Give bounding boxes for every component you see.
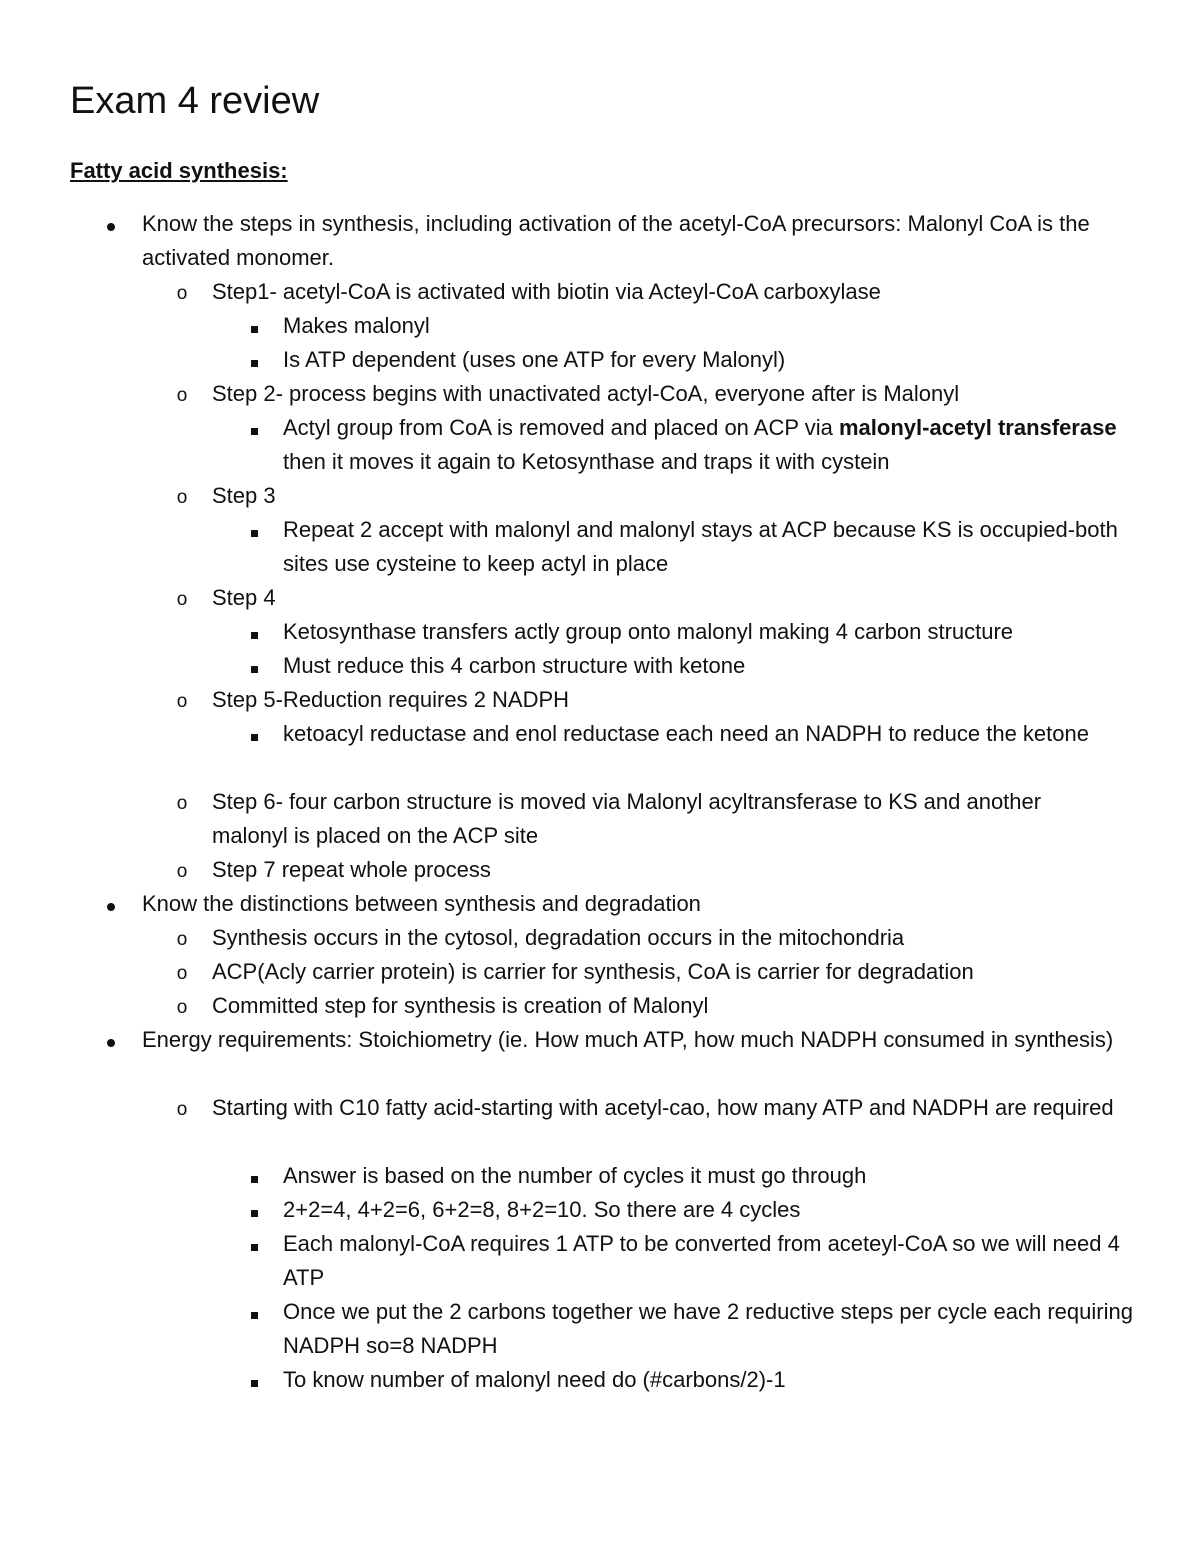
square-bullet-icon bbox=[248, 1295, 260, 1329]
square-bullet-icon bbox=[248, 1193, 260, 1227]
enzyme-name-bold: malonyl-acetyl transferase bbox=[839, 415, 1117, 440]
square-bullet-icon bbox=[248, 343, 260, 377]
list-item: ketoacyl reductase and enol reductase each need an NADPH to reduce the ketone bbox=[0, 717, 1200, 785]
square-bullet-icon bbox=[248, 1227, 260, 1261]
list-item: Ketosynthase transfers actly group onto malonyl making 4 carbon structure bbox=[0, 615, 1200, 649]
list-item: 2+2=4, 4+2=6, 6+2=8, 8+2=10. So there are 4 cycles bbox=[0, 1193, 1200, 1227]
outline-list bbox=[0, 207, 1200, 1397]
square-bullet-icon bbox=[248, 309, 260, 343]
list-item: Energy requirements: Stoichiometry (ie. How much ATP, how much NADPH consumed in synthesis) bbox=[0, 1023, 1200, 1091]
circle-bullet-icon: o bbox=[176, 385, 188, 406]
list-item: Repeat 2 accept with malonyl and malonyl stays at ACP because KS is occupied-both sites use cysteine to keep actyl in place bbox=[0, 513, 1200, 581]
list-item: o Step 2- process begins with unactivated actyl-CoA, everyone after is Malonyl bbox=[0, 377, 1200, 411]
square-bullet-icon bbox=[248, 649, 260, 683]
list-item: Must reduce this 4 carbon structure with ketone bbox=[0, 649, 1200, 683]
list-item: o Step 7 repeat whole process bbox=[0, 853, 1200, 887]
list-item: o Committed step for synthesis is creation of Malonyl bbox=[0, 989, 1200, 1023]
document-title: Exam 4 review bbox=[70, 80, 320, 122]
circle-bullet-icon: o bbox=[176, 283, 188, 304]
list-item: o Step 3 bbox=[0, 479, 1200, 513]
list-item: Each malonyl-CoA requires 1 ATP to be converted from aceteyl-CoA so we will need 4 ATP bbox=[0, 1227, 1200, 1295]
square-bullet-icon bbox=[248, 717, 260, 751]
list-item: Actyl group from CoA is removed and placed on ACP via malonyl-acetyl transferase then it moves it again to Ketosynthase and traps it with cystein bbox=[0, 411, 1200, 479]
square-bullet-icon bbox=[248, 513, 260, 547]
list-item: o ACP(Acly carrier protein) is carrier for synthesis, CoA is carrier for degradation bbox=[0, 955, 1200, 989]
circle-bullet-icon: o bbox=[176, 861, 188, 882]
square-bullet-icon bbox=[248, 1159, 260, 1193]
list-item: Once we put the 2 carbons together we have 2 reductive steps per cycle each requiring NADPH so=8 NADPH bbox=[0, 1295, 1200, 1363]
bullet-icon bbox=[104, 1023, 118, 1057]
square-bullet-icon bbox=[248, 615, 260, 649]
circle-bullet-icon: o bbox=[176, 793, 188, 814]
bullet-icon bbox=[104, 207, 118, 241]
circle-bullet-icon: o bbox=[176, 487, 188, 508]
list-item: To know number of malonyl need do (#carbons/2)-1 bbox=[0, 1363, 1200, 1397]
circle-bullet-icon: o bbox=[176, 589, 188, 610]
list-item: Answer is based on the number of cycles it must go through bbox=[0, 1159, 1200, 1193]
circle-bullet-icon: o bbox=[176, 997, 188, 1018]
list-item: o Step1- acetyl-CoA is activated with biotin via Acteyl-CoA carboxylase bbox=[0, 275, 1200, 309]
list-item: Is ATP dependent (uses one ATP for every Malonyl) bbox=[0, 343, 1200, 377]
list-item: Know the distinctions between synthesis and degradation bbox=[0, 887, 1200, 921]
list-item: o Starting with C10 fatty acid-starting with acetyl-cao, how many ATP and NADPH are required bbox=[0, 1091, 1200, 1159]
square-bullet-icon bbox=[248, 411, 260, 445]
list-item: Makes malonyl bbox=[0, 309, 1200, 343]
list-item: o Step 5-Reduction requires 2 NADPH bbox=[0, 683, 1200, 717]
circle-bullet-icon: o bbox=[176, 1099, 188, 1120]
section-heading: Fatty acid synthesis: bbox=[70, 158, 288, 183]
circle-bullet-icon: o bbox=[176, 691, 188, 712]
square-bullet-icon bbox=[248, 1363, 260, 1397]
list-item: o Step 4 bbox=[0, 581, 1200, 615]
bullet-icon bbox=[104, 887, 118, 921]
circle-bullet-icon: o bbox=[176, 963, 188, 984]
list-item: o Step 6- four carbon structure is moved via Malonyl acyltransferase to KS and another malonyl is placed on the ACP site bbox=[0, 785, 1200, 853]
list-item: Know the steps in synthesis, including activation of the acetyl-CoA precursors: Malonyl CoA is the activated monomer. bbox=[0, 207, 1200, 275]
circle-bullet-icon: o bbox=[176, 929, 188, 950]
list-item: o Synthesis occurs in the cytosol, degradation occurs in the mitochondria bbox=[0, 921, 1200, 955]
